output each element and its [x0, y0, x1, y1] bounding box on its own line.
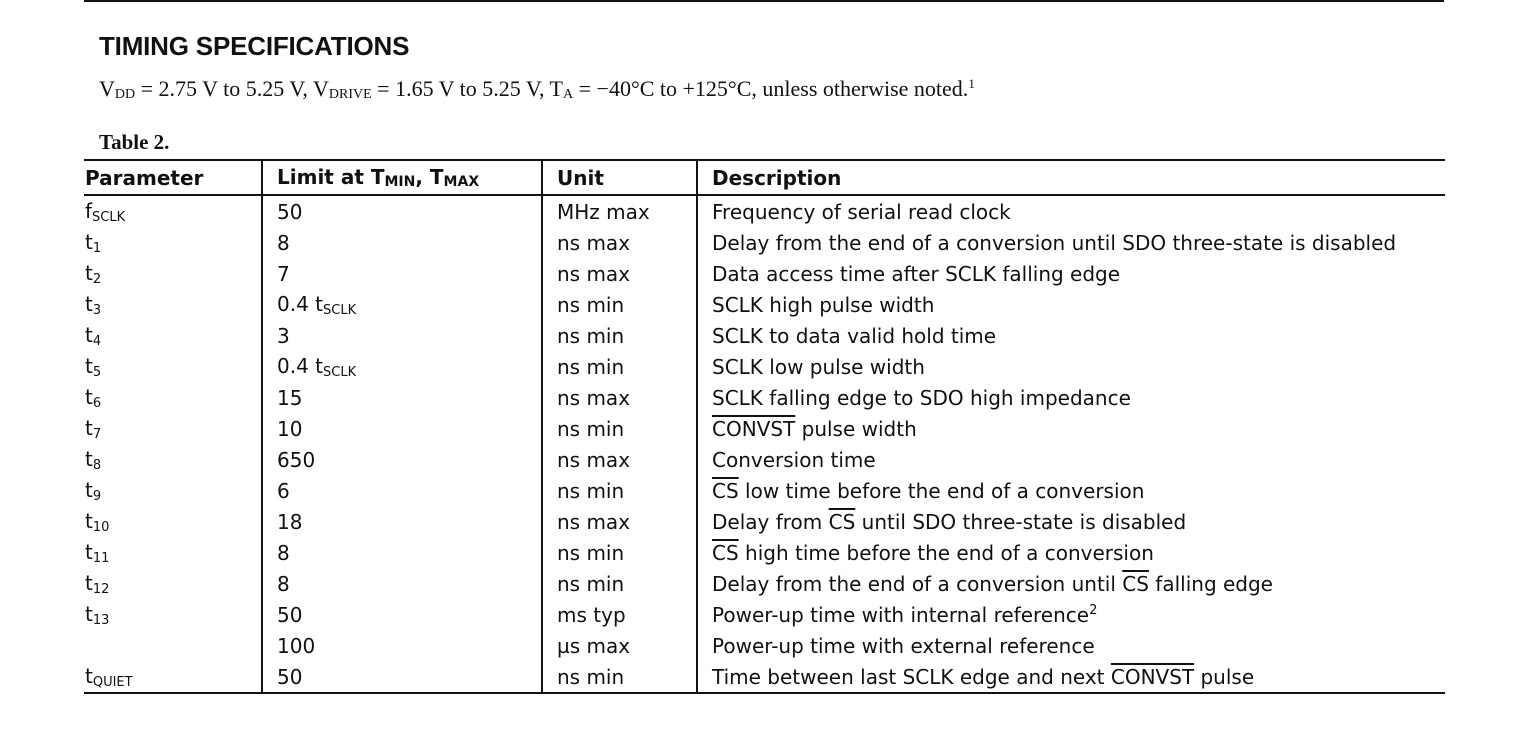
- description-cell: SCLK to data valid hold time: [712, 323, 997, 348]
- description-cell: Power-up time with internal reference$^2$: [712, 602, 1098, 627]
- unit-cell: MHz max: [542, 195, 697, 227]
- parameter-cell: [84, 630, 262, 661]
- parameter-cell: $t_8$: [84, 444, 262, 475]
- table-row: [84, 320, 1445, 351]
- unit-cell: ns min: [542, 289, 697, 320]
- active-low-signal: CONVST: [712, 416, 796, 441]
- limit-cell: 8: [262, 537, 542, 568]
- table-row: [84, 661, 1445, 693]
- parameter-cell: $t_{13}$: [84, 599, 262, 630]
- table-row: [84, 444, 1445, 475]
- description-cell: Delay from the end of a conversion until SDO three-state is disabled: [712, 230, 1397, 255]
- parameter-cell: $t_2$: [84, 258, 262, 289]
- description-cell: Power-up time with external reference: [712, 633, 1095, 658]
- active-low-signal: $\overline{CS}$: [712, 478, 739, 503]
- parameter-cell: $t_{QUIET}$: [84, 661, 262, 693]
- description-cell: Conversion time: [712, 447, 876, 472]
- limit-cell: 0.4 $t_{SCLK}$: [262, 351, 542, 382]
- header-limit: Limit at TMIN, TMAX: [262, 160, 542, 195]
- top-rule: [84, 0, 1444, 2]
- unit-cell: ns max: [542, 444, 697, 475]
- description-cell: $\overline{CS}$ low time before the end of a conversion: [712, 478, 1145, 503]
- table-header-row: [84, 160, 1445, 195]
- unit-cell: ns min: [542, 568, 697, 599]
- description-cell: Data access time after SCLK falling edge: [712, 261, 1121, 286]
- table-row: [84, 382, 1445, 413]
- parameter-cell: $t_{11}$: [84, 537, 262, 568]
- parameter-cell: $t_7$: [84, 413, 262, 444]
- parameter-cell: $t_{12}$: [84, 568, 262, 599]
- table-row: [84, 630, 1445, 661]
- description-cell: $\overline{CS}$ high time before the end of a conversion: [712, 540, 1154, 565]
- table-row: [84, 289, 1445, 320]
- unit-cell: ns max: [542, 382, 697, 413]
- table-row: [84, 568, 1445, 599]
- table-row: [84, 258, 1445, 289]
- limit-cell: 0.4 $t_{SCLK}$: [262, 289, 542, 320]
- parameter-cell: $t_1$: [84, 227, 262, 258]
- unit-cell: ns min: [542, 320, 697, 351]
- limit-cell: 18: [262, 506, 542, 537]
- description-cell: SCLK falling edge to SDO high impedance: [712, 385, 1131, 410]
- unit-cell: ns min: [542, 413, 697, 444]
- table-row: [84, 351, 1445, 382]
- limit-cell: 50: [262, 661, 542, 693]
- description-cell: Time between last SCLK edge and next CONVST pulse: [697, 661, 1445, 693]
- description-cell: SCLK high pulse width: [712, 292, 935, 317]
- limit-cell: 650: [262, 444, 542, 475]
- page-title: TIMING SPECIFICATIONS: [99, 31, 410, 61]
- unit-cell: ms typ: [542, 599, 697, 630]
- header-unit: Unit: [542, 160, 697, 195]
- header-parameter: Parameter: [84, 160, 262, 195]
- unit-cell: ns min: [542, 351, 697, 382]
- unit-cell: ns max: [542, 258, 697, 289]
- limit-cell: 50: [262, 195, 542, 227]
- limit-cell: 3: [262, 320, 542, 351]
- parameter-cell: $t_4$: [84, 320, 262, 351]
- header-description: Description: [697, 160, 1445, 195]
- limit-cell: 8: [262, 227, 542, 258]
- description-cell: CONVST pulse width: [712, 416, 917, 441]
- unit-cell: ns min: [542, 475, 697, 506]
- table-row: [84, 195, 1445, 227]
- active-low-signal: $\overline{CS}$: [712, 540, 739, 565]
- limit-cell: 10: [262, 413, 542, 444]
- table-row: [84, 599, 1445, 630]
- description-cell: SCLK low pulse width: [712, 354, 925, 379]
- description-cell: Delay from the end of a conversion until $\overline{CS}$ falling edge: [712, 571, 1273, 596]
- parameter-cell: $f_{SCLK}$: [84, 195, 262, 227]
- active-low-signal: $\overline{CS}$: [828, 509, 856, 534]
- unit-cell: µs max: [542, 630, 697, 661]
- parameter-cell: $t_{10}$: [84, 506, 262, 537]
- parameter-cell: $t_5$: [84, 351, 262, 382]
- active-low-signal: CONVST: [1110, 664, 1195, 689]
- limit-cell: 7: [262, 258, 542, 289]
- limit-cell: 6: [262, 475, 542, 506]
- description-cell: Delay from $\overline{CS}$ until SDO three-state is disabled: [712, 509, 1187, 534]
- table-row: [84, 475, 1445, 506]
- table-caption: Table 2.: [99, 130, 170, 154]
- operating-conditions: $V_{DD} = 2.75$ V to 5.25 V, $V_{DRIVE} = 1.65$ V to 5.25 V, $T_A = -40^\circ C$ to +125°C, unless otherwise noted.$^1$: [99, 76, 975, 102]
- limit-cell: 100: [262, 630, 542, 661]
- timing-table: [84, 159, 1445, 694]
- limit-cell: 8: [262, 568, 542, 599]
- table-row: [84, 227, 1445, 258]
- parameter-cell: $t_6$: [84, 382, 262, 413]
- unit-cell: ns min: [542, 661, 697, 693]
- table-row: [84, 506, 1445, 537]
- active-low-signal: $\overline{CS}$: [1122, 571, 1149, 596]
- description-cell: Frequency of serial read clock: [712, 199, 1011, 224]
- unit-cell: ns max: [542, 506, 697, 537]
- parameter-cell: $t_9$: [84, 475, 262, 506]
- footnote-ref: 1: [968, 76, 975, 91]
- table-row: [84, 413, 1445, 444]
- unit-cell: ns min: [542, 537, 697, 568]
- footnote-ref: 2: [1089, 602, 1098, 618]
- limit-cell: 50: [262, 599, 542, 630]
- parameter-cell: $t_3$: [84, 289, 262, 320]
- limit-cell: 15: [262, 382, 542, 413]
- unit-cell: ns max: [542, 227, 697, 258]
- table-row: [84, 537, 1445, 568]
